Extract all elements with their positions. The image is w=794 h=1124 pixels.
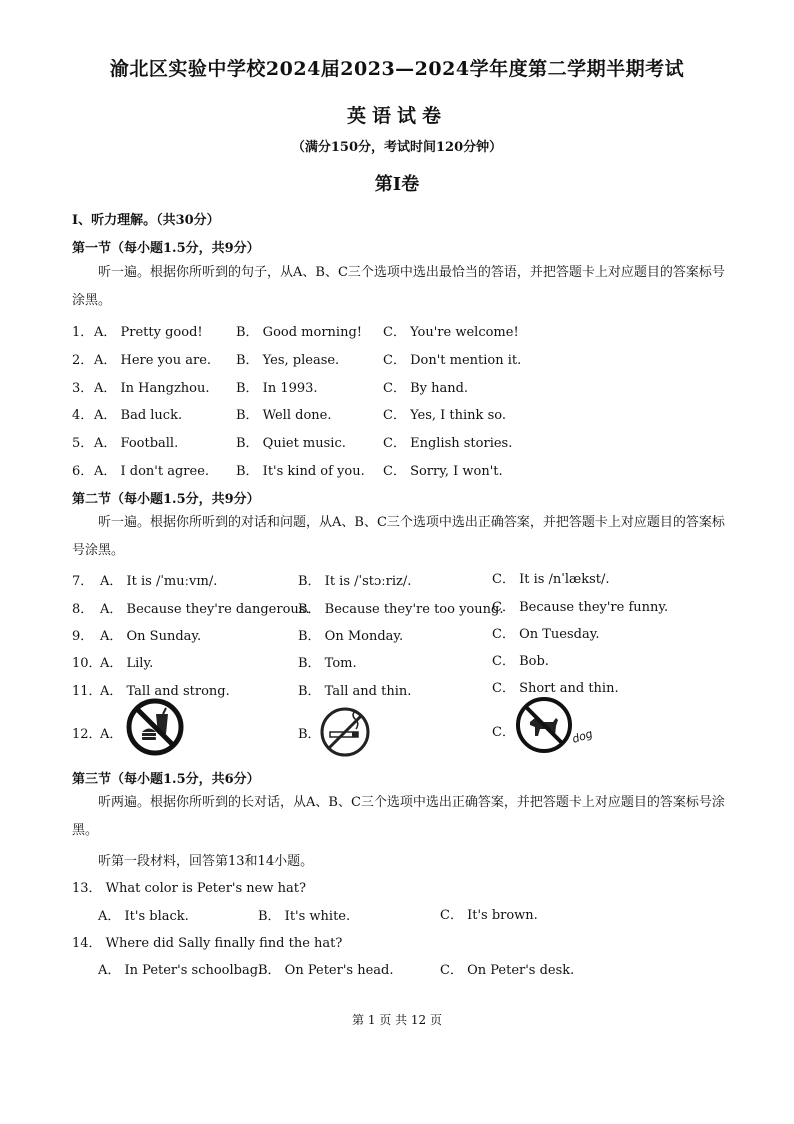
question-number: 1．: [72, 325, 94, 340]
section1-instruction: 听一遍。根据你所听到的句子，从A、B、C三个选项中选出最恰当的答语，并把答题卡上对应题目的答案标号涂黑。: [72, 265, 725, 308]
question-number: 3．: [72, 381, 94, 396]
option-a: A． Because they're dangerous.: [100, 602, 310, 617]
option-c: C． Short and thin.: [492, 681, 619, 696]
question-number: 9．: [72, 629, 94, 644]
no-food-drink-icon: [126, 698, 184, 756]
option-b: B． On Monday.: [298, 629, 404, 644]
option-b: B． Good morning!: [236, 325, 362, 340]
volume-heading: 第Ⅰ卷: [374, 174, 420, 195]
question-stem: 14． Where did Sally finally find the hat?: [72, 936, 343, 951]
option-c: C． It's brown.: [440, 908, 538, 923]
section2-heading: 第二节（每小题1.5分，共9分）: [72, 492, 260, 507]
option-c: C． It is /nˈlækst/.: [492, 572, 610, 587]
part1-heading: Ⅰ、听力理解。（共30分）: [72, 213, 220, 228]
option-a: A． Tall and strong.: [100, 684, 230, 699]
option-a: A．: [100, 727, 123, 742]
option-a: A． On Sunday.: [100, 629, 202, 644]
no-smoking-icon: [318, 705, 372, 759]
question-number: 10．: [72, 656, 102, 671]
option-b: B． It's white.: [258, 909, 351, 924]
option-b: B． Yes, please.: [236, 353, 340, 368]
question-number: 2．: [72, 353, 94, 368]
option-b: B． It is /ˈstɔːriz/.: [298, 574, 412, 589]
option-c: C．: [492, 725, 515, 740]
option-b: B． Well done.: [236, 408, 332, 423]
question-number: 12．: [72, 727, 102, 742]
handwritten-note: dog: [570, 727, 595, 746]
question-number: 8．: [72, 602, 94, 617]
option-c: C． Bob.: [492, 654, 549, 669]
exam-title: 渝北区实验中学校2024届2023—2024学年度第二学期半期考试: [109, 58, 685, 80]
option-c: C． Yes, I think so.: [383, 408, 506, 423]
option-c: C． On Tuesday.: [492, 627, 600, 642]
option-c: C． On Peter's desk.: [440, 963, 575, 978]
option-a: A． It is /ˈmuːvɪn/.: [100, 574, 218, 589]
question-number: 4．: [72, 408, 94, 423]
exam-subject: 英语试卷: [346, 105, 447, 127]
section3-instruction: 听两遍。根据你所听到的长对话，从A、B、C三个选项中选出正确答案，并把答题卡上对应题目的答案标号涂黑。: [72, 795, 725, 838]
option-a: A． Pretty good!: [94, 325, 203, 340]
question-stem: 13． What color is Peter's new hat?: [72, 881, 306, 896]
option-b: B． On Peter's head.: [258, 963, 394, 978]
option-c: C． Don't mention it.: [383, 353, 522, 368]
option-a: A． Football.: [94, 436, 179, 451]
option-c: C． Sorry, I won't.: [383, 464, 503, 479]
option-a: A． Here you are.: [94, 353, 212, 368]
option-a: A． Lily.: [100, 656, 154, 671]
section3-heading: 第三节（每小题1.5分，共6分）: [72, 772, 260, 787]
option-b: B．: [298, 727, 321, 742]
exam-note: （满分150分，考试时间120分钟）: [291, 140, 503, 155]
section1-heading: 第一节（每小题1.5分，共9分）: [72, 241, 260, 256]
option-b: B． Because they're too young.: [298, 602, 504, 617]
option-b: B． Tall and thin.: [298, 684, 412, 699]
no-dogs-icon: [515, 696, 573, 754]
option-b: B． It's kind of you.: [236, 464, 365, 479]
option-b: B． Quiet music.: [236, 436, 346, 451]
option-b: B． Tom.: [298, 656, 357, 671]
question-number: 6．: [72, 464, 94, 479]
option-a: A． It's black.: [98, 909, 189, 924]
option-c: C． Because they're funny.: [492, 600, 669, 615]
option-a: A． In Peter's schoolbag.: [98, 963, 263, 978]
section2-instruction: 听一遍。根据你所听到的对话和问题，从A、B、C三个选项中选出正确答案，并把答题卡上对应题目的答案标号涂黑。: [72, 515, 725, 558]
question-number: 5．: [72, 436, 94, 451]
option-c: C． You're welcome!: [383, 325, 519, 340]
option-a: A． In Hangzhou.: [94, 381, 210, 396]
option-c: C． By hand.: [383, 381, 469, 396]
question-number: 7．: [72, 574, 94, 589]
option-c: C． English stories.: [383, 436, 513, 451]
question-number: 11．: [72, 684, 102, 699]
section3-material: 听第一段材料，回答第13和14小题。: [98, 854, 314, 869]
option-b: B． In 1993.: [236, 381, 318, 396]
option-a: A． Bad luck.: [94, 408, 183, 423]
page-footer: 第 1 页 共 12 页: [352, 1013, 442, 1027]
option-a: A． I don't agree.: [94, 464, 210, 479]
